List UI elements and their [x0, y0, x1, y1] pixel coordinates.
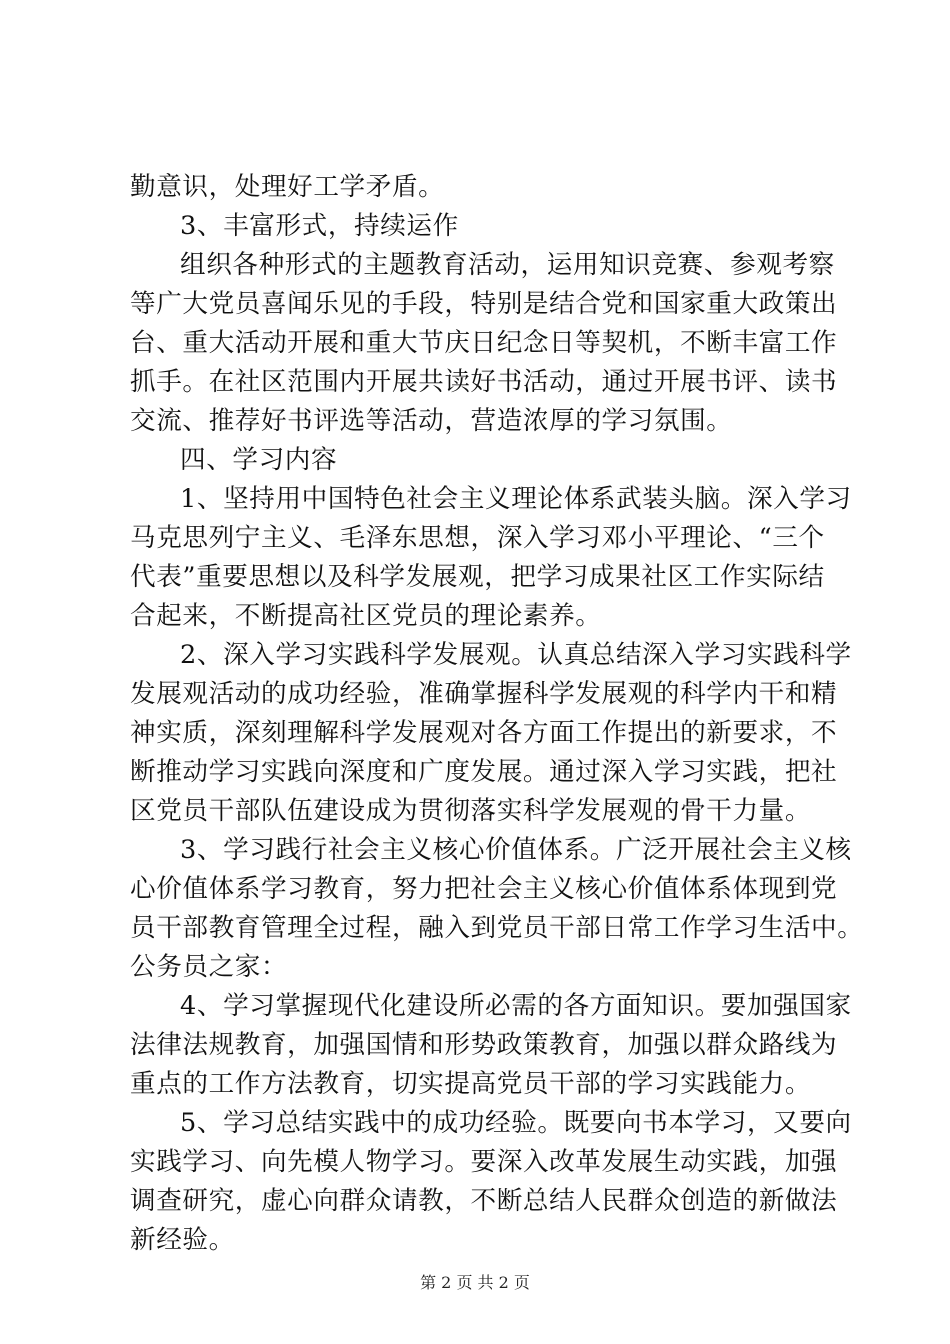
text-line: 交流、推荐好书评选等活动，营造浓厚的学习氛围。 — [130, 406, 733, 436]
text-line: 四、学习内容 — [180, 445, 338, 475]
text-line: 员干部教育管理全过程，融入到党员干部日常工作学习生活中。 — [130, 913, 864, 943]
text-line: 重点的工作方法教育，切实提高党员干部的学习实践能力。 — [130, 1069, 812, 1099]
text-line: 法律法规教育，加强国情和形势政策教育，加强以群众路线为 — [130, 1030, 838, 1060]
text-line: 新经验。 — [130, 1225, 235, 1255]
text-line: 心价值体系学习教育，努力把社会主义核心价值体系体现到党 — [130, 874, 838, 904]
text-line: 合起来，不断提高社区党员的理论素养。 — [130, 601, 602, 631]
text-line: 断推动学习实践向深度和广度发展。通过深入学习实践，把社 — [130, 757, 838, 787]
text-line: 等广大党员喜闻乐见的手段，特别是结合党和国家重大政策出 — [130, 289, 838, 319]
text-line: 发展观活动的成功经验，准确掌握科学发展观的科学内干和精 — [130, 679, 838, 709]
text-line: 马克思列宁主义、毛泽东思想，深入学习邓小平理论、“三个 — [130, 523, 825, 553]
text-line: 代表”重要思想以及科学发展观，把学习成果社区工作实际结 — [130, 562, 825, 592]
text-line: 5、学习总结实践中的成功经验。既要向书本学习，又要向 — [180, 1108, 852, 1138]
text-line: 神实质，深刻理解科学发展观对各方面工作提出的新要求，不 — [130, 718, 838, 748]
text-line: 4、学习掌握现代化建设所必需的各方面知识。要加强国家 — [180, 991, 852, 1021]
text-line: 区党员干部队伍建设成为贯彻落实科学发展观的骨干力量。 — [130, 796, 812, 826]
text-line: 台、重大活动开展和重大节庆日纪念日等契机，不断丰富工作 — [130, 328, 838, 358]
text-line: 2、深入学习实践科学发展观。认真总结深入学习实践科学 — [180, 640, 852, 670]
text-line: 组织各种形式的主题教育活动，运用知识竞赛、参观考察 — [180, 250, 835, 280]
text-line: 公务员之家： — [130, 952, 288, 982]
text-line: 1、坚持用中国特色社会主义理论体系武装头脑。深入学习 — [180, 484, 852, 514]
page-footer: 第 2 页 共 2 页 — [420, 1273, 530, 1292]
text-line: 3、学习践行社会主义核心价值体系。广泛开展社会主义核 — [180, 835, 852, 865]
text-line: 3、丰富形式，持续运作 — [180, 211, 459, 241]
text-line: 实践学习、向先模人物学习。要深入改革发展生动实践，加强 — [130, 1147, 838, 1177]
document-body — [130, 168, 864, 1260]
text-line: 勤意识，处理好工学矛盾。 — [130, 172, 445, 202]
text-line: 抓手。在社区范围内开展共读好书活动，通过开展书评、读书 — [130, 367, 838, 397]
text-line: 调查研究，虚心向群众请教，不断总结人民群众创造的新做法 — [130, 1186, 838, 1216]
